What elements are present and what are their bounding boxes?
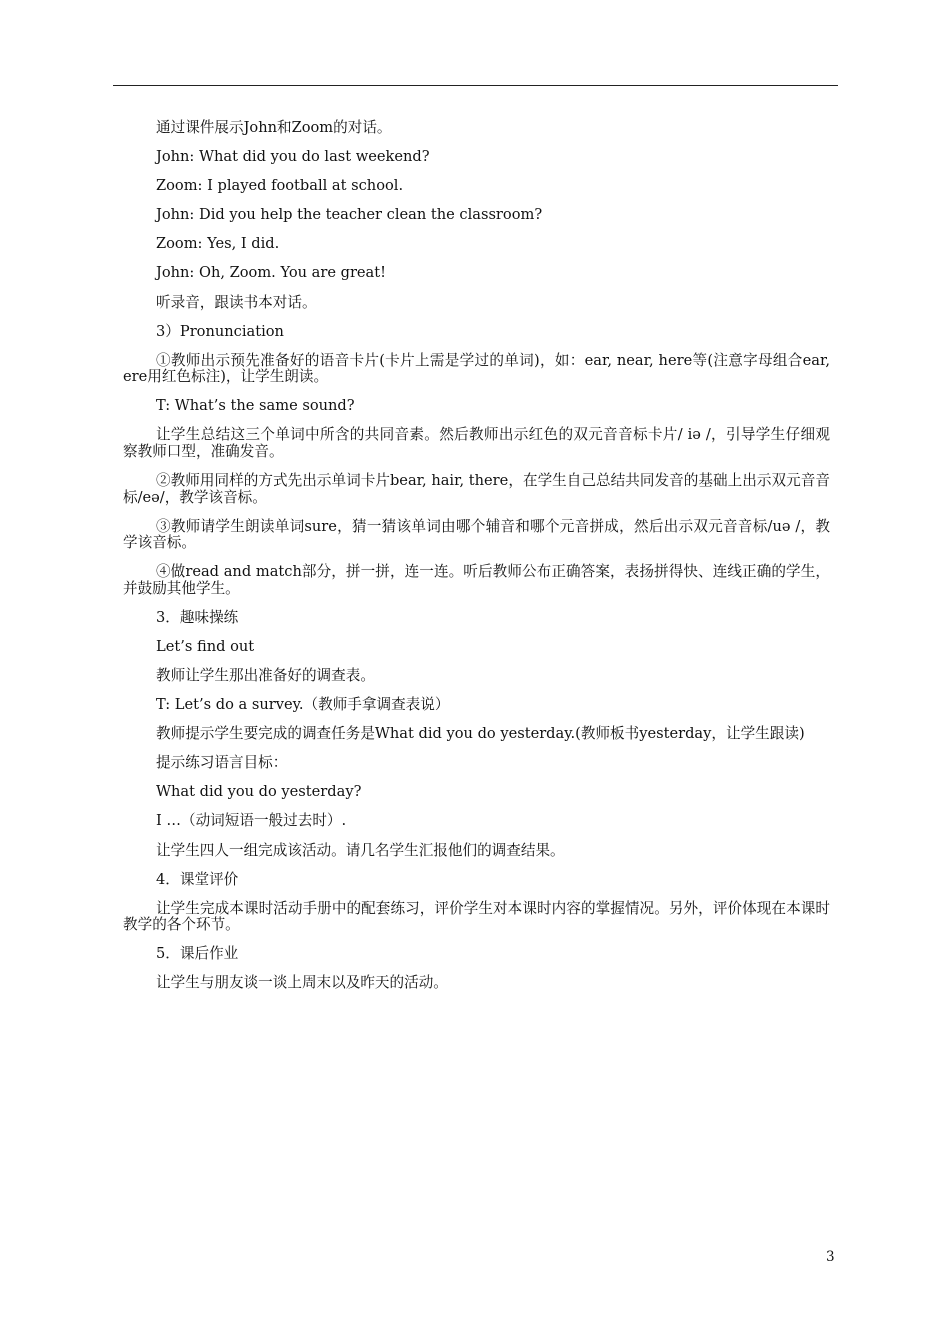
document-body [123,119,835,1005]
paragraph: 提示练习语言目标： [156,754,288,772]
paragraph: 让学生四人一组完成该活动。请几名学生汇报他们的调查结果。 [156,841,565,859]
paragraph: 让学生完成本课时活动手册中的配套练习，评价学生对本课时内容的掌握情况。另外，评价体现在本课时教学的各个环节。 [123,899,830,934]
paragraph: ③教师请学生朗读单词sure，猜一猜该单词由哪个辅音和哪个元音拼成，然后出示双元音音标/uə /，教学该音标。 [123,517,830,552]
dialogue-line: T: What’s the same sound? [156,397,355,415]
header-rule [113,85,838,86]
dialogue-line: John: Oh, Zoom. You are great! [156,264,386,282]
paragraph: 听录音，跟读书本对话。 [156,293,317,311]
paragraph: Let’s find out [156,637,255,655]
dialogue-line: Zoom: I played football at school. [156,177,404,195]
dialogue-line: T: Let’s do a survey.（教师手拿调查表说） [156,696,450,714]
section-heading: 3）Pronunciation [156,322,284,340]
dialogue-line: Zoom: Yes, I did. [156,235,280,253]
paragraph: ②教师用同样的方式先出示单词卡片bear, hair, there，在学生自己总结共同发音的基础上出示双元音音标/eə/，教学该音标。 [123,472,830,506]
paragraph: 教师提示学生要完成的调查任务是What did you do yesterday.(教师板书yesterday，让学生跟读) [156,725,805,743]
paragraph: 让学生总结这三个单词中所含的共同音素。然后教师出示红色的双元音音标卡片/ iə /，引导学生仔细观察教师口型，准确发音。 [123,426,830,460]
section-heading: 3．趣味操练 [156,608,239,626]
section-heading: 4．课堂评价 [156,870,239,888]
paragraph: What did you do yesterday? [156,783,362,801]
page-number: 3 [826,1249,835,1265]
paragraph: ④做read and match部分，拼一拼，连一连。听后教师公布正确答案，表扬拼得快、连线正确的学生，并鼓励其他学生。 [123,563,830,597]
paragraph: 通过课件展示John和Zoom的对话。 [156,119,392,136]
paragraph: 让学生与朋友谈一谈上周末以及昨天的活动。 [156,974,448,992]
paragraph: 教师让学生那出准备好的调查表。 [156,667,375,684]
dialogue-line: John: What did you do last weekend? [156,148,430,166]
dialogue-line: John: Did you help the teacher clean the classroom? [156,206,543,224]
section-heading: 5．课后作业 [156,945,239,963]
paragraph: I …（动词短语一般过去时）. [156,812,347,830]
paragraph: ①教师出示预先准备好的语音卡片(卡片上需是学过的单词)，如：ear, near, here等(注意字母组合ear, ere用红色标注)，让学生朗读。 [123,351,835,386]
